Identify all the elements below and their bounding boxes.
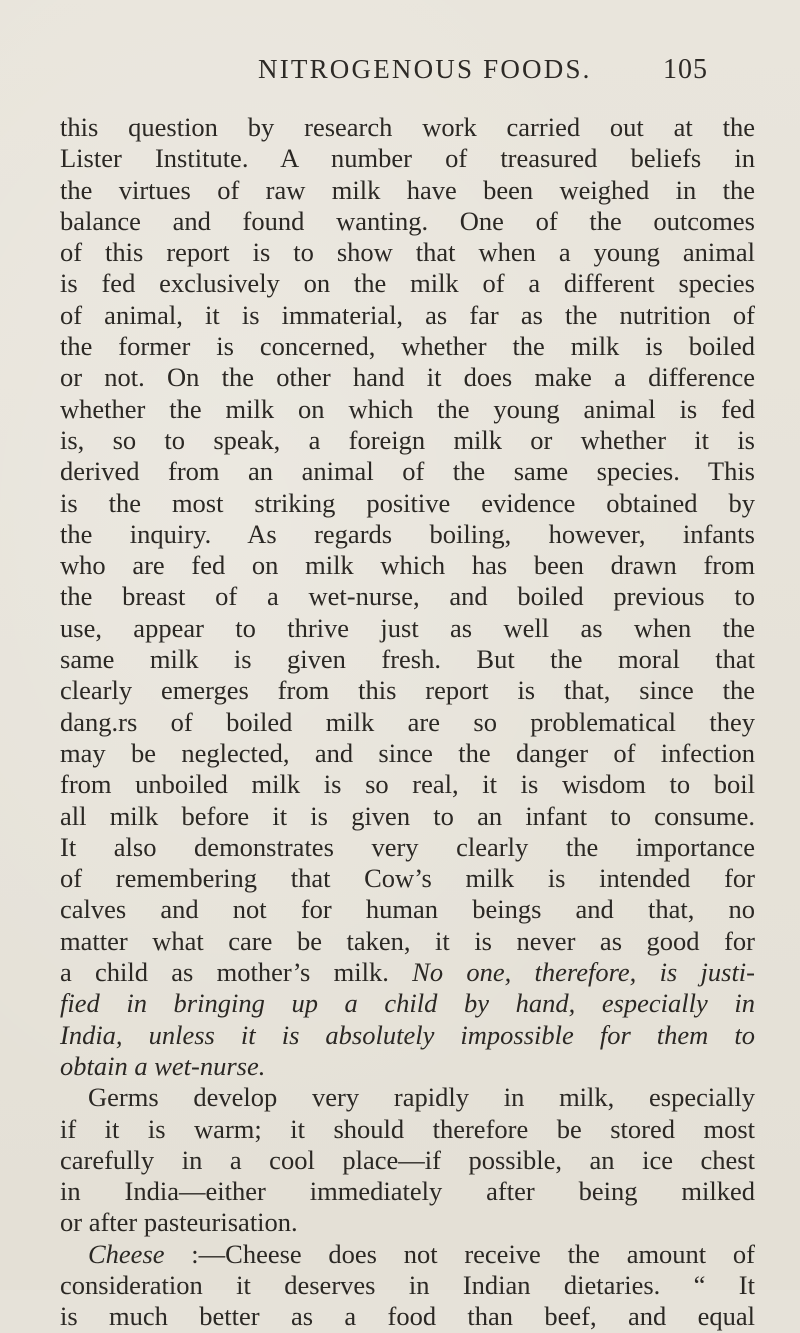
text-line: if it is warm; it should therefore be stored most: [60, 1113, 755, 1144]
text-line: this question by research work carried out at the: [60, 112, 755, 142]
text-line: use, appear to thrive just as well as when the: [60, 612, 755, 643]
italic-fragment: No one, therefore, is justi-: [412, 957, 755, 988]
text-line: the former is concerned, whether the milk is boiled: [60, 331, 755, 362]
text-line: the virtues of raw milk have been weighed in the: [60, 174, 755, 205]
page-header: [0, 54, 800, 94]
text-line: clearly emerges from this report is that, since the: [60, 675, 755, 706]
text-line: or not. On the other hand it does make a difference: [60, 362, 755, 393]
text-line: is the most striking positive evidence obtained by: [60, 487, 755, 518]
body-text: [60, 112, 755, 1333]
text-line: dang.rs of boiled milk are so problematical they: [60, 706, 755, 737]
text-line: carefully in a cool place—if possible, an ice chest: [60, 1144, 755, 1175]
text-line: the inquiry. As regards boiling, however, infants: [60, 518, 755, 549]
text-line: calves and not for human beings and that, no: [60, 894, 755, 925]
page-number: 105: [663, 54, 708, 85]
text-line: Germs develop very rapidly in milk, especially: [88, 1082, 755, 1113]
text-line: India, unless it is absolutely impossible for them to: [60, 1019, 755, 1050]
text-line: [60, 957, 755, 988]
text-line: fied in bringing up a child by hand, especially in: [60, 988, 755, 1019]
text-line: [60, 1239, 755, 1270]
text-line: consideration it deserves in Indian dietaries. “ It: [60, 1269, 755, 1300]
text-line: whether the milk on which the young animal is fed: [60, 393, 755, 424]
section-heading: Cheese: [88, 1238, 165, 1269]
text-line: obtain a wet-nurse.: [60, 1050, 266, 1081]
text-line: of animal, it is immaterial, as far as the nutrition of: [60, 299, 755, 330]
text-line: the breast of a wet-nurse, and boiled previous to: [60, 581, 755, 612]
text-line: same milk is given fresh. But the moral that: [60, 644, 755, 675]
text-fragment: :—Cheese does not receive the amount of: [164, 1238, 755, 1269]
text-line: of remembering that Cow’s milk is intended for: [60, 863, 755, 894]
text-line: derived from an animal of the same species. This: [60, 456, 755, 487]
text-line: all milk before it is given to an infant to consume.: [60, 800, 755, 831]
running-head: NITROGENOUS FOODS.: [258, 54, 592, 84]
text-line: It also demonstrates very clearly the importance: [60, 831, 755, 862]
text-line: matter what care be taken, it is never as good for: [60, 925, 755, 956]
text-line: is much better as a food than beef, and equal: [60, 1301, 755, 1332]
text-fragment: a child as mother’s milk.: [60, 957, 413, 988]
text-line: balance and found wanting. One of the outcomes: [60, 205, 755, 236]
text-line: is fed exclusively on the milk of a different species: [60, 268, 755, 299]
text-line: from unboiled milk is so real, it is wisdom to boil: [60, 769, 755, 800]
text-line: of this report is to show that when a young animal: [60, 237, 755, 268]
text-line: may be neglected, and since the danger of infection: [60, 737, 755, 768]
text-line: or after pasteurisation.: [60, 1207, 298, 1238]
text-line: who are fed on milk which has been drawn from: [60, 550, 755, 581]
text-line: in India—either immediately after being milked: [60, 1176, 755, 1207]
text-line: is, so to speak, a foreign milk or whether it is: [60, 424, 755, 455]
text-line: Lister Institute. A number of treasured beliefs in: [60, 143, 755, 174]
